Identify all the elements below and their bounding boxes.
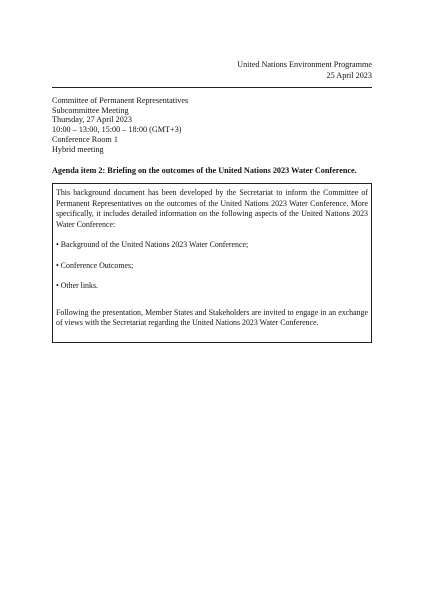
- bullet-item: • Other links.: [56, 281, 98, 290]
- meeting-details: [52, 96, 188, 154]
- background-box: [52, 183, 372, 343]
- bullet-item: • Background of the United Nations 2023 Water Conference;: [56, 240, 249, 249]
- meeting-date: Thursday, 27 April 2023: [52, 115, 132, 125]
- meeting-room: Conference Room 1: [52, 134, 118, 144]
- intro-paragraph: This background document has been developed by the Secretariat to inform the Committee of Permanent Representatives on the outcomes of the United Nations 2023 Water Conference. More specifically, it includes detailed information on the following aspects of the United Nations 2023 Water Conference:: [56, 188, 368, 229]
- document-header: [237, 60, 372, 81]
- committee-name: Committee of Permanent Representatives: [52, 96, 189, 105]
- meeting-time: 10:00 – 13:00, 15:00 – 18:00 (GMT+3): [52, 125, 182, 135]
- organization-name: United Nations Environment Programme: [237, 60, 372, 69]
- meeting-type: Subcommittee Meeting: [52, 105, 129, 115]
- document-date: 25 April 2023: [326, 70, 372, 80]
- agenda-title: Agenda item 2: Briefing on the outcomes of the United Nations 2023 Water Conference.: [52, 166, 357, 175]
- bullet-item: • Conference Outcomes;: [56, 260, 134, 270]
- meeting-format: Hybrid meeting: [52, 144, 104, 154]
- closing-paragraph: Following the presentation, Member States and Stakeholders are invited to engage in an exchange of views with the Secretariat regarding the United Nations 2023 Water Conference.: [56, 307, 368, 327]
- header-rule: [52, 87, 372, 88]
